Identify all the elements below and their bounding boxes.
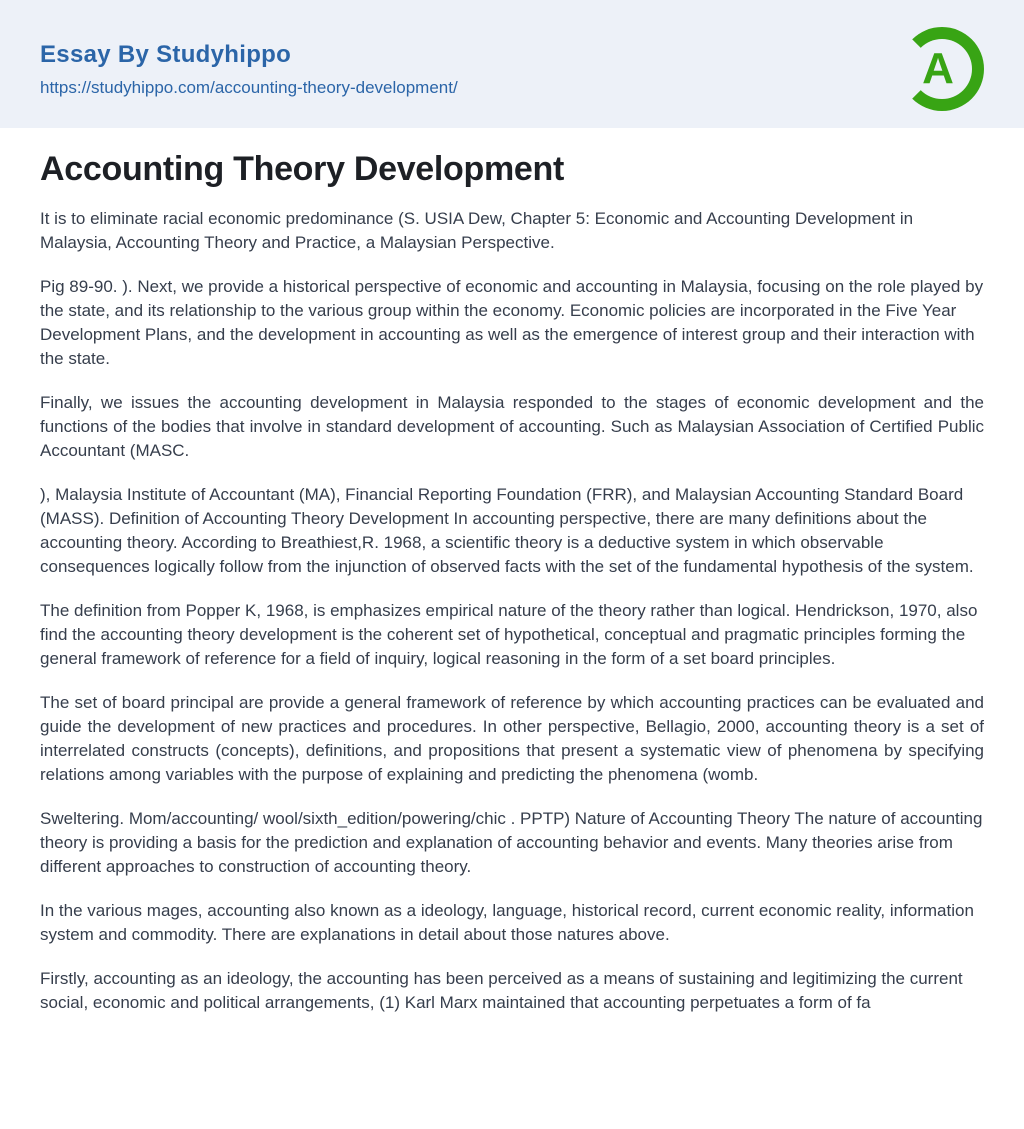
essay-paragraph-4: ), Malaysia Institute of Accountant (MA), Financial Reporting Foundation (FRR), and Malaysian Accounting Standard Board (MASS). Definition of Accounting Theory Development In accounting perspective, there are many definitions about the accounting theory. According to Breathiest,R. 1968, a scientific theory is a deductive system in which observable consequences logically follow from the injunction of observed facts with the set of the fundamental hypothesis of the system. — [40, 485, 974, 576]
page-header — [0, 0, 1024, 128]
essay-paragraph-7: Sweltering. Mom/accounting/ wool/sixth_edition/powering/chic . PPTP) Nature of Accounting Theory The nature of accounting theory is providing a basis for the prediction and explanation of accounting behavior and events. Many theories arise from different approaches to construction of accounting theory. — [40, 809, 983, 876]
essay-paragraph-3: Finally, we issues the accounting development in Malaysia responded to the stages of economic development and the functions of the bodies that involve in standard development of accounting. Such as Malaysian Association of Certified Public Accountant (MASC. — [40, 393, 984, 460]
brand-title: Essay By Studyhippo — [40, 40, 292, 68]
header-text-block — [40, 41, 458, 98]
essay-title: Accounting Theory Development — [40, 150, 565, 188]
essay-content — [0, 128, 1024, 1095]
essay-paragraph-5: The definition from Popper K, 1968, is emphasizes empirical nature of the theory rather than logical. Hendrickson, 1970, also find the accounting theory development is the coherent set of hypothetical, conceptual and pragmatic principles forming the general framework of reference for a field of inquiry, logical reasoning in the form of a set board principles. — [40, 601, 978, 668]
essay-paragraph-9: Firstly, accounting as an ideology, the accounting has been perceived as a means of sustaining and legitimizing the current social, economic and political arrangements, (1) Karl Marx maintained that accounting perpetuates a form of fa — [40, 969, 963, 1012]
essay-paragraph-1: It is to eliminate racial economic predominance (S. USIA Dew, Chapter 5: Economic and Accounting Development in Malaysia, Accounting Theory and Practice, a Malaysian Perspective. — [40, 209, 914, 252]
studyhippo-logo-icon — [900, 27, 984, 111]
essay-paragraph-8: In the various mages, accounting also known as a ideology, language, historical record, current economic reality, information system and commodity. There are explanations in detail about those natures above. — [40, 901, 974, 944]
essay-paragraph-2: Pig 89-90. ). Next, we provide a historical perspective of economic and accounting in Malaysia, focusing on the role played by the state, and its relationship to the various group within the economy. Economic policies are incorporated in the Five Year Development Plans, and the development in accounting as well as the emergence of interest group and their interaction with the state. — [40, 277, 984, 368]
essay-paragraph-6: The set of board principal are provide a general framework of reference by which accounting practices can be evaluated and guide the development of new practices and procedures. In other perspective, Bellagio, 2000, accounting theory is a set of interrelated constructs (concepts), definitions, and propositions that present a systematic view of phenomena by specifying relations among variables with the purpose of explaining and predicting the phenomena (womb. — [40, 693, 984, 784]
source-url-link[interactable]: https://studyhippo.com/accounting-theory-development/ — [40, 77, 458, 97]
logo-letter: A — [922, 44, 954, 93]
